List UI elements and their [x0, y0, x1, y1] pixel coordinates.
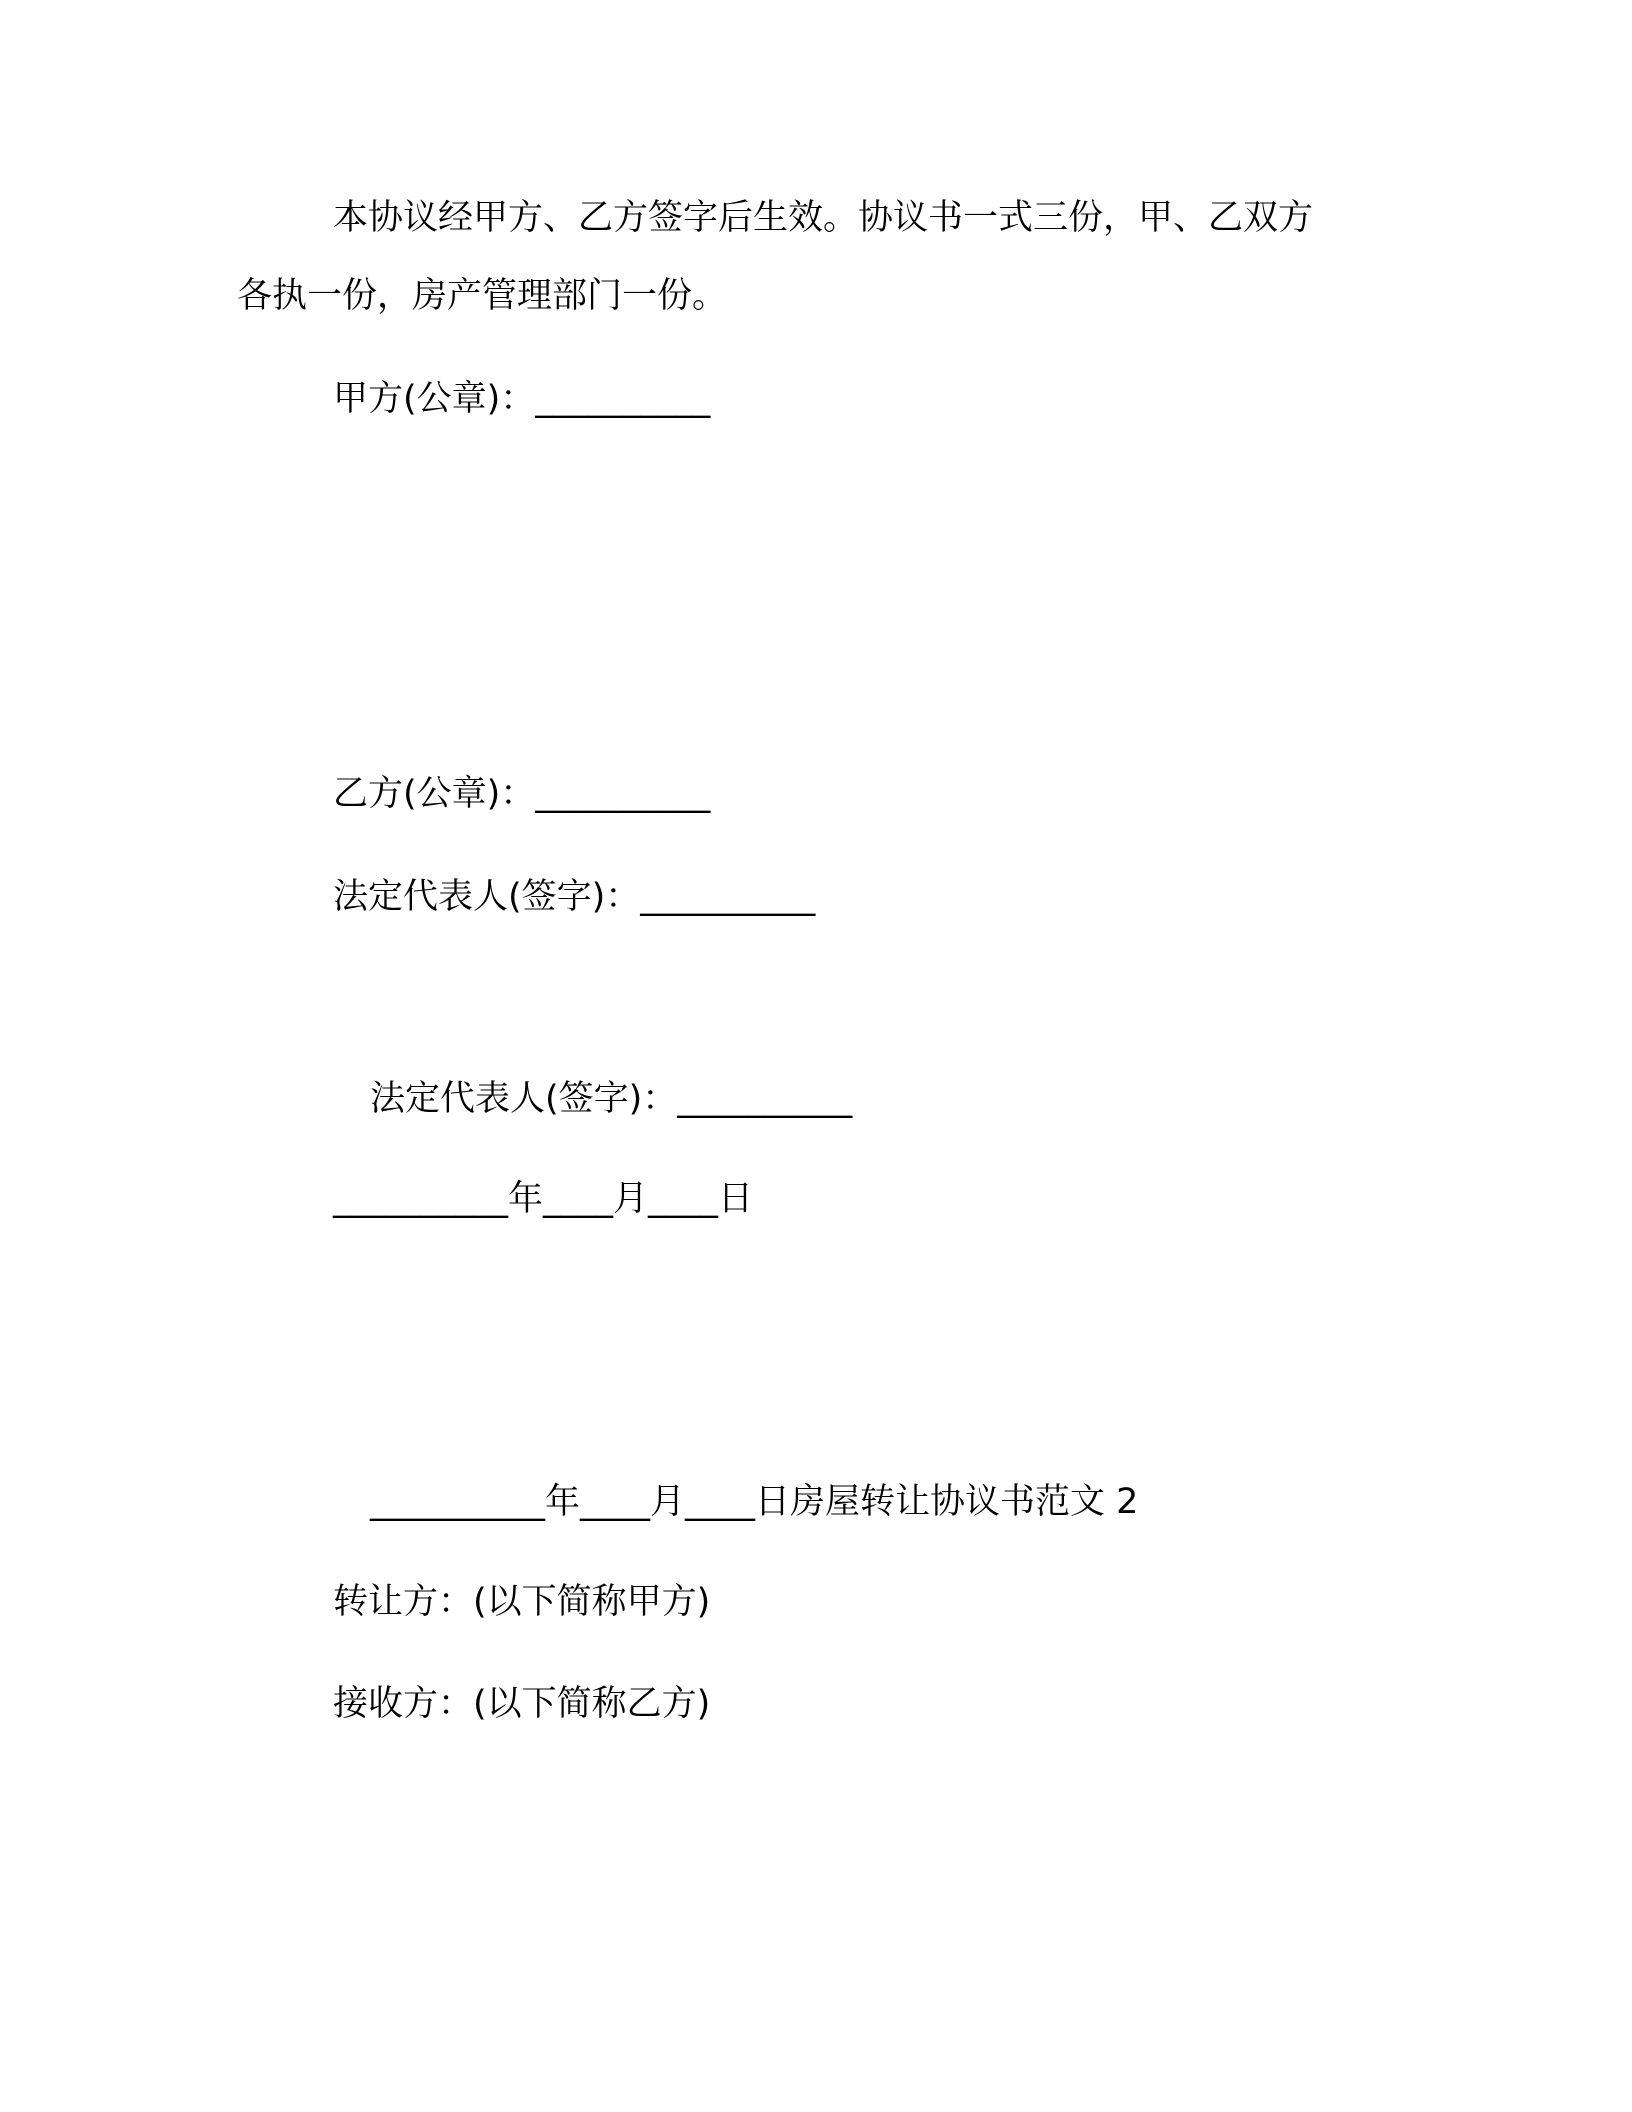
section-title-line: __________年____月____日房屋转让协议书范文 2: [370, 1482, 1139, 1522]
legal-representative-signature-line-1: 法定代表人(签字)：__________: [333, 877, 816, 917]
legal-representative-signature-line-2: 法定代表人(签字)：__________: [370, 1079, 853, 1119]
transferor-line: 转让方：(以下简称甲方): [333, 1582, 711, 1622]
effect-clause-line-2: 各执一份，房产管理部门一份。: [237, 276, 728, 316]
date-line: __________年____月____日: [333, 1179, 754, 1219]
effect-clause-line-1: 本协议经甲方、乙方签字后生效。协议书一式三份，甲、乙双方: [333, 198, 1314, 238]
transferee-line: 接收方：(以下简称乙方): [333, 1684, 711, 1724]
party-b-seal-line: 乙方(公章)：__________: [333, 774, 711, 814]
party-a-seal-line: 甲方(公章)：__________: [333, 379, 711, 419]
